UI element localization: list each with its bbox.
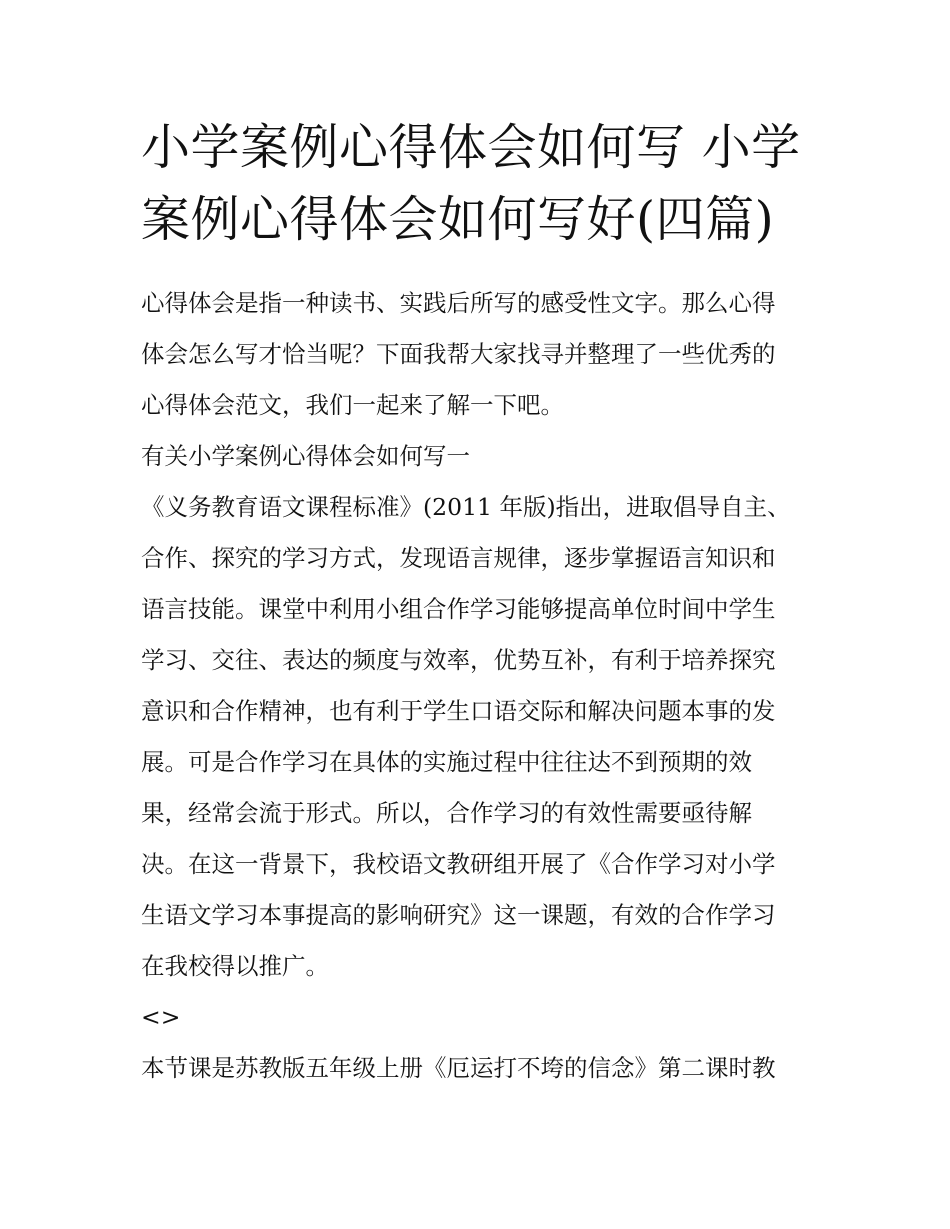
document-page	[141, 112, 821, 1094]
document-title	[141, 112, 821, 256]
text-line: 意识和合作精神，也有利于学生口语交际和解决问题本事的发	[141, 697, 776, 725]
section-heading	[141, 431, 821, 482]
text-line: 《义务教育语文课程标准》(2011 年版)指出，进取倡导自主、	[141, 493, 791, 521]
text-line: 决。在这一背景下，我校语文教研组开展了《合作学习对小学	[141, 850, 776, 878]
text-line: 心得体会范文，我们一起来了解一下吧。	[141, 391, 564, 419]
body-paragraph	[141, 482, 821, 992]
text-line: 体会怎么写才恰当呢？下面我帮大家找寻并整理了一些优秀的	[141, 340, 776, 368]
text-line: 在我校得以推广。	[141, 952, 329, 980]
separator	[141, 992, 821, 1043]
text-line: 合作、探究的学习方式，发现语言规律，逐步掌握语言知识和	[141, 544, 776, 572]
body-paragraph	[141, 1043, 821, 1094]
separator-text: <>	[141, 1003, 181, 1031]
title-line: 案例心得体会如何写好(四篇)	[141, 191, 775, 248]
text-line: 展。可是合作学习在具体的实施过程中往往达不到预期的效	[141, 748, 752, 776]
text-line: 心得体会是指一种读书、实践后所写的感受性文字。那么心得	[141, 289, 776, 317]
text-line: 本节课是苏教版五年级上册《厄运打不垮的信念》第二课时教	[141, 1054, 776, 1082]
intro-paragraph	[141, 278, 821, 431]
text-line: 果，经常会流于形式。所以，合作学习的有效性需要亟待解	[141, 799, 752, 827]
text-line: 学习、交往、表达的频度与效率，优势互补，有利于培养探究	[141, 646, 776, 674]
text-line: 生语文学习本事提高的影响研究》这一课题，有效的合作学习	[141, 901, 776, 929]
title-line: 小学案例心得体会如何写 小学	[141, 119, 801, 176]
document-body	[141, 278, 821, 1094]
text-line: 语言技能。课堂中利用小组合作学习能够提高单位时间中学生	[141, 595, 776, 623]
section-heading-text: 有关小学案例心得体会如何写一	[141, 442, 470, 470]
